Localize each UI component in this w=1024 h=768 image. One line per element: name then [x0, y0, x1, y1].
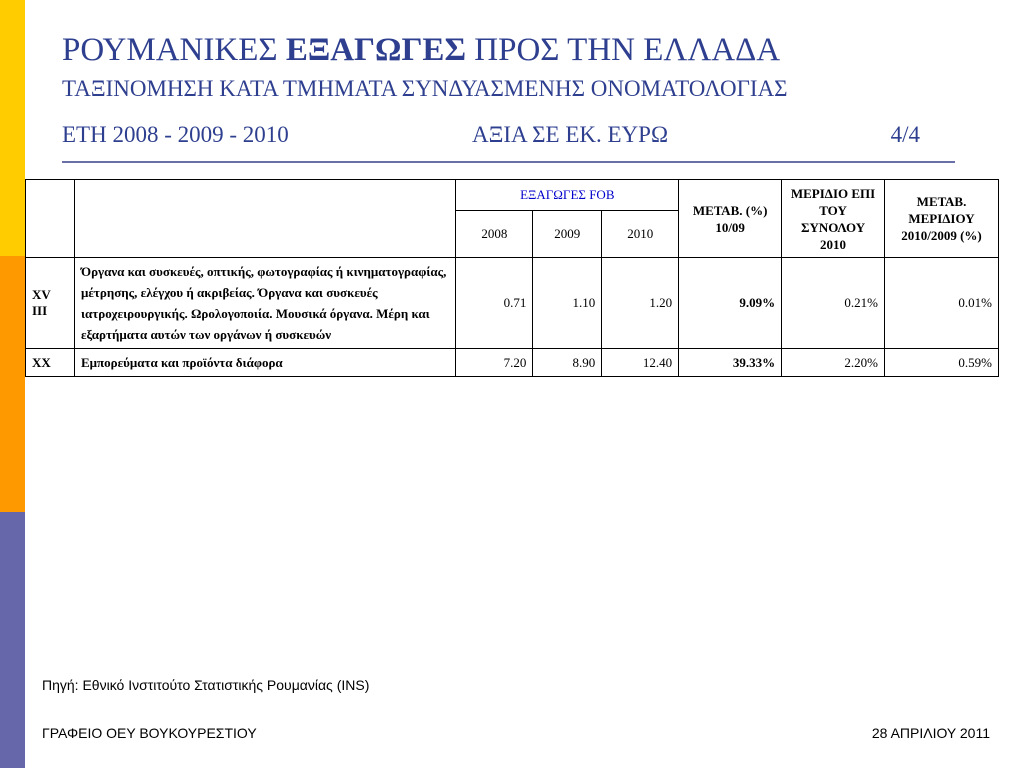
- exports-table: [25, 179, 999, 377]
- row-code: XV III: [26, 258, 75, 349]
- side-bar-orange: [0, 256, 25, 512]
- value-2009: 1.10: [533, 258, 602, 349]
- share-header: ΜΕΡΙΔΙΟ ΕΠΙ ΤΟΥ ΣΥΝΟΛΟΥ 2010: [782, 180, 885, 258]
- change-value: 9.09%: [679, 258, 782, 349]
- row-code: XX: [26, 349, 75, 377]
- table-row: [26, 258, 999, 349]
- title-part1: ΡΟΥΜΑΝΙΚΕΣ: [62, 32, 286, 68]
- side-bar-purple: [0, 512, 25, 768]
- share-change-header: ΜΕΤΑΒ. ΜΕΡΙΔΙΟΥ 2010/2009 (%): [885, 180, 999, 258]
- subtitle: ΤΑΞΙΝΟΜΗΣΗ ΚΑΤΑ ΤΜΗΜΑΤΑ ΣΥΝΔΥΑΣΜΕΝΗΣ ΟΝΟΜΑΤΟΛΟΓΙΑΣ: [62, 76, 788, 101]
- source-note: Πηγή: Εθνικό Ινστιτούτο Στατιστικής Ρουμανίας (INS): [42, 677, 370, 693]
- value-2010: 1.20: [602, 258, 679, 349]
- fob-header: ΕΞΑΓΩΓΕΣ FOB: [456, 180, 679, 211]
- value-2008: 7.20: [456, 349, 533, 377]
- slide-title: [62, 30, 788, 104]
- share-change-value: 0.01%: [885, 258, 999, 349]
- year-2008-header: 2008: [456, 211, 533, 258]
- title-bold: ΕΞΑΓΩΓΕΣ: [285, 32, 467, 68]
- row-description: Εμπορεύματα και προϊόντα διάφορα: [74, 349, 455, 377]
- footer-office: ΓΡΑΦΕΙΟ ΟΕΥ ΒΟΥΚΟΥΡΕΣΤΙΟΥ: [42, 725, 257, 741]
- table-row: [26, 349, 999, 377]
- share-change-value: 0.59%: [885, 349, 999, 377]
- year-2010-header: 2010: [602, 211, 679, 258]
- value-2009: 8.90: [533, 349, 602, 377]
- title-part2: ΠΡΟΣ ΤΗΝ ΕΛΛΑΔΑ: [466, 32, 781, 68]
- title-underline: [62, 161, 955, 163]
- years-label: ΕΤΗ 2008 - 2009 - 2010: [62, 122, 289, 147]
- share-value: 0.21%: [782, 258, 885, 349]
- page-number: 4/4: [890, 122, 920, 147]
- share-value: 2.20%: [782, 349, 885, 377]
- page-title: [62, 30, 788, 70]
- header-code-cell: [26, 180, 75, 258]
- year-2009-header: 2009: [533, 211, 602, 258]
- value-unit-label: ΑΞΙΑ ΣΕ ΕΚ. ΕΥΡΩ: [472, 122, 669, 147]
- header-row-1: [26, 180, 999, 211]
- side-bar-yellow: [0, 0, 25, 256]
- value-2008: 0.71: [456, 258, 533, 349]
- footer-date: 28 ΑΠΡΙΛΙΟΥ 2011: [871, 725, 990, 741]
- row-description: Όργανα και συσκευές, οπτικής, φωτογραφίας ή κινηματογραφίας, μέτρησης, ελέγχου ή ακριβείας. Όργανα και συσκευές ιατροχειρουργικής. Ωρολογοποιία. Μουσικά όργανα. Μέρη και εξαρτήματα αυτών των οργάνων ή συσκευών: [74, 258, 455, 349]
- value-2010: 12.40: [602, 349, 679, 377]
- change-value: 39.33%: [679, 349, 782, 377]
- change-header: ΜΕΤΑΒ. (%) 10/09: [679, 180, 782, 258]
- header-description-cell: [74, 180, 455, 258]
